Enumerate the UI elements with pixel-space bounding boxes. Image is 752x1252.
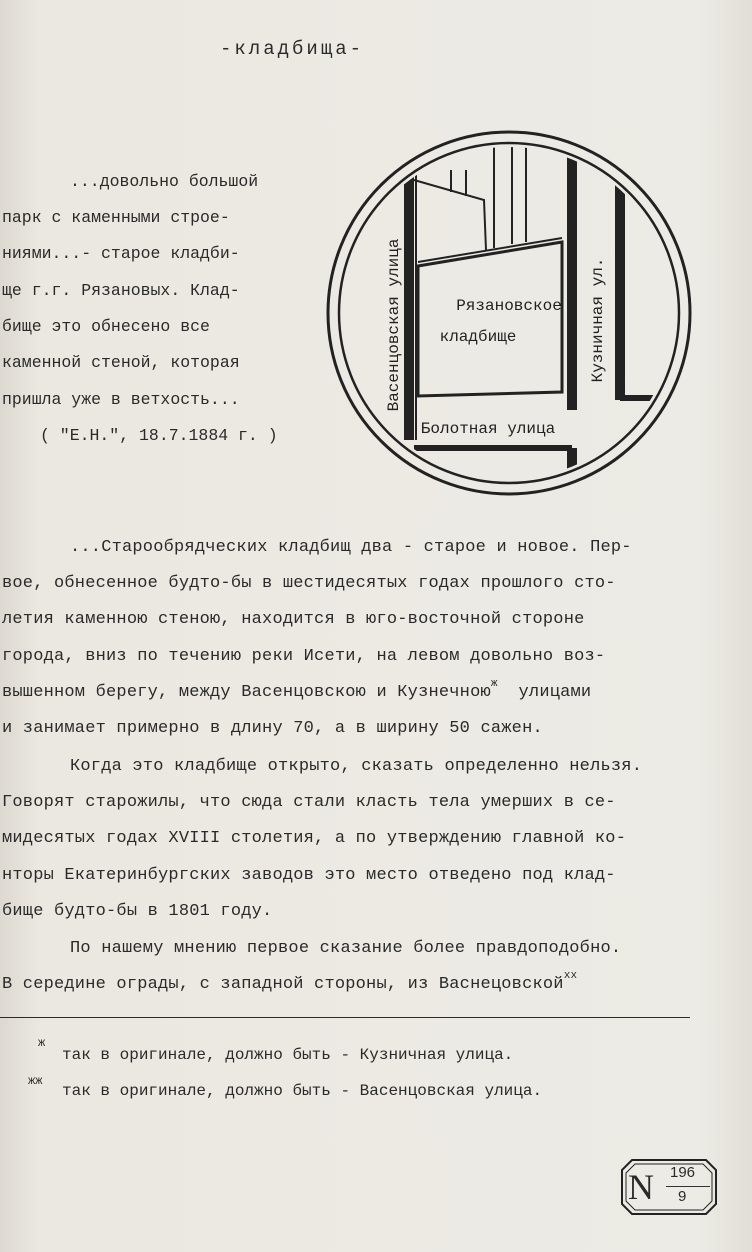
footnote-divider [0,1017,690,1018]
body-line-text: В середине ограды, с западной стороны, из Васнецовской [2,975,564,994]
quote-line: ниями...- старое кладби- [2,244,240,263]
page-title: -кладбища- [220,38,365,60]
stamp-fraction-line [666,1186,710,1187]
quote-line: ...довольно большой [70,172,259,191]
street-label-right: Кузничная ул. [589,257,607,383]
body-line: города, вниз по течению реки Исети, на левом довольно воз- [2,647,606,666]
footnote-mark: жж [28,1074,43,1088]
body-line: По нашему мнению первое сказание более правдоподобно. [70,939,622,958]
footnote-mark: ж [38,1036,46,1050]
body-line-tail: улицами [518,683,592,702]
footnote-text: так в оригинале, должно быть - Васенцовская улица. [62,1082,543,1100]
archive-stamp [620,1158,718,1216]
body-line: и занимает примерно в длину 70, а в ширину 50 сажен. [2,719,543,738]
body-line [2,678,592,702]
body-line [2,970,578,994]
footnote-ref: ж [490,678,498,690]
body-line: мидесятых годах XVIII столетия, а по утверждению главной ко- [2,829,627,848]
quote-line: бище это обнесено все [2,317,210,336]
body-line-text: вышенном берегу, между Васенцовскою и Кузнечною [2,683,491,702]
body-line: Говорят старожилы, что сюда стали класть тела умерших в се- [2,793,616,812]
cemetery-map [326,130,696,500]
quote-line: пришла уже в ветхость... [2,390,240,409]
stamp-denominator: 9 [678,1188,687,1205]
body-line: ...Старообрядческих кладбищ два - старое и новое. Пер- [70,538,632,557]
body-line: Когда это кладбище открыто, сказать определенно нельзя. [70,757,643,776]
cemetery-label-1: Рязановское [456,297,562,315]
stamp-symbol: N [628,1167,654,1207]
quote-line: каменной стеной, которая [2,353,240,372]
stamp-numerator: 196 [670,1164,696,1181]
body-line: нторы Екатеринбургских заводов это место отведено под клад- [2,866,616,885]
footnote-text: так в оригинале, должно быть - Кузничная улица. [62,1046,514,1064]
footnote-ref: хх [563,970,578,982]
street-label-bottom: Болотная улица [420,420,556,438]
street-label-left: Васенцовская улица [385,238,403,412]
quote-source: ( "Е.Н.", 18.7.1884 г. ) [40,426,278,445]
cemetery-label-2: кладбище [439,328,517,346]
quote-line: ще г.г. Рязановых. Клад- [2,281,240,300]
body-line: летия каменною стеною, находится в юго-восточной стороне [2,610,585,629]
quote-line: парк с каменными строе- [2,208,230,227]
body-line: бище будто-бы в 1801 году. [2,902,273,921]
body-line: вое, обнесенное будто-бы в шестидесятых годах прошлого сто- [2,574,616,593]
